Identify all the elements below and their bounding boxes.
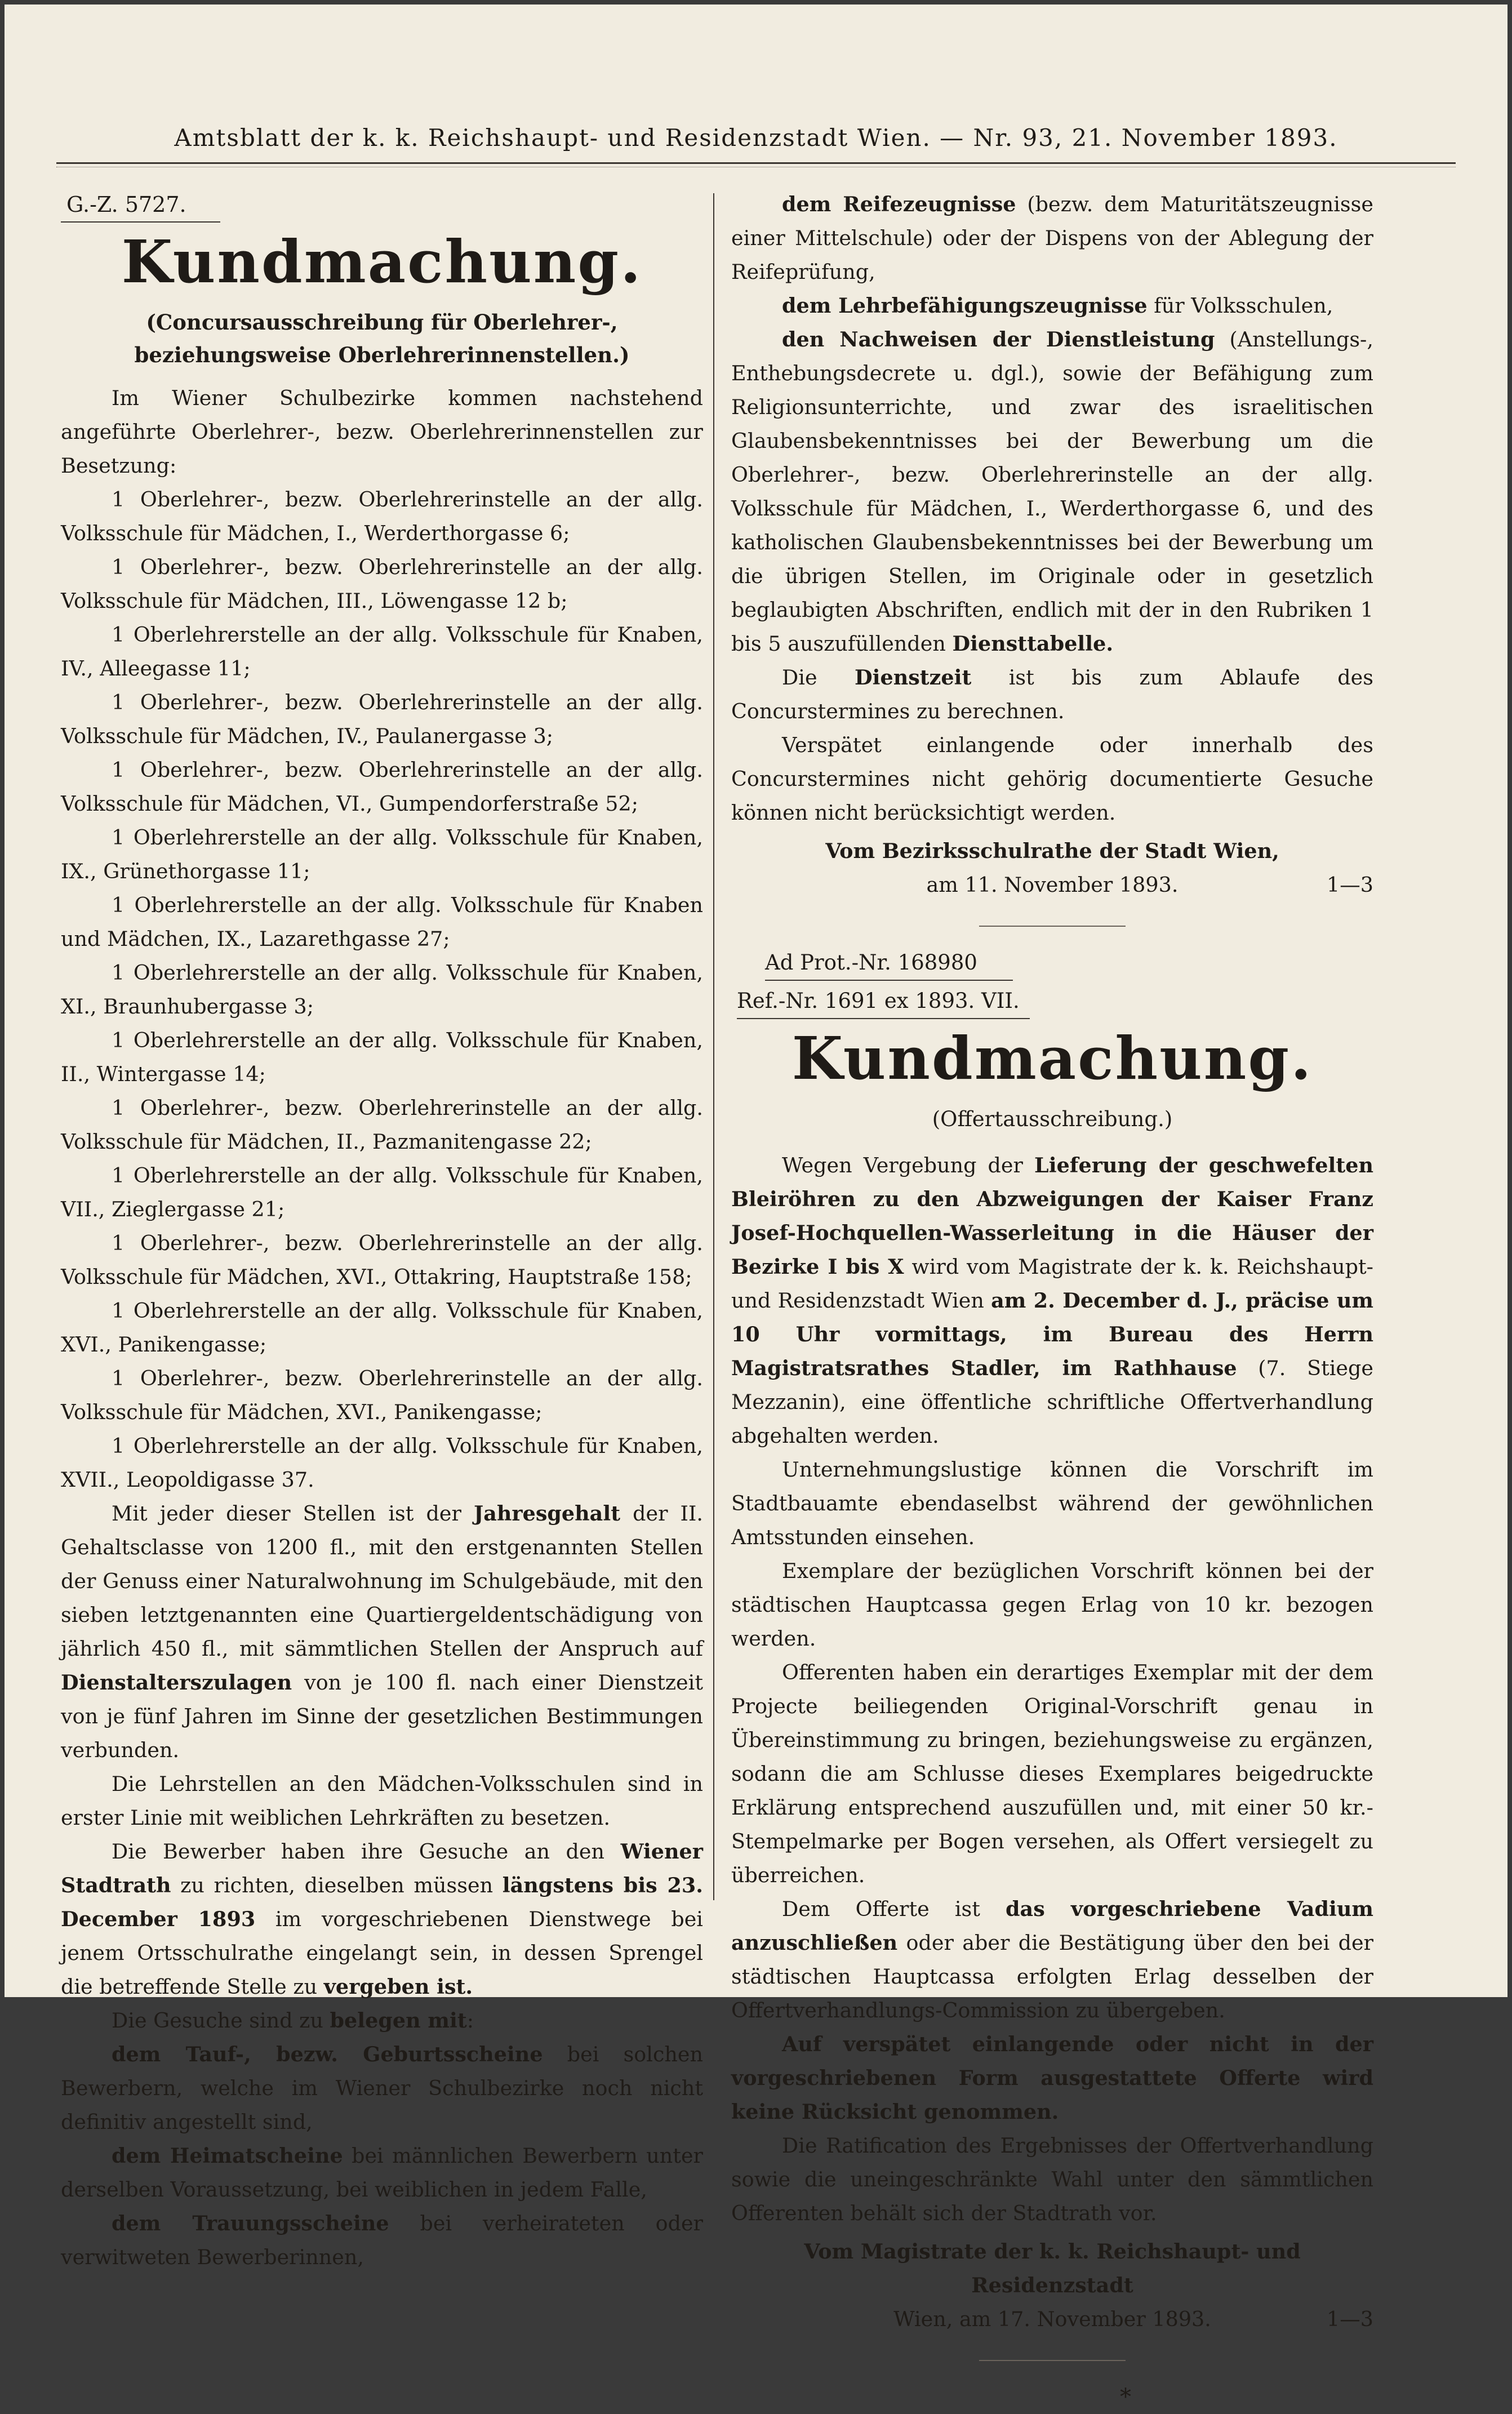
position-item: 1 Oberlehrer-, bezw. Oberlehrerinstelle an der allg. Volksschule für Mädchen, VI., Gumpendorferstraße 52; (61, 758, 703, 816)
salary-paragraph: Mit jeder dieser Stellen ist der Jahresgehalt der II. Gehaltsclasse von 1200 fl., mit den erstgenannten Stellen der Genuss einer Naturalwohnung im Schulgebäude, mit den sieben letztgenannten eine Quartiergeldentschädigung von jährlich 450 fl., mit sämmtlichen Stellen der Anspruch auf Dienstalterszulagen von je 100 fl. nach einer Dienstzeit von je fünf Jahren im Sinne der gesetzlichen Bestimmungen verbunden. (61, 1501, 703, 1762)
application-paragraph: Die Bewerber haben ihre Gesuche an den Wiener Stadtrath zu richten, dieselben müssen längstens bis 23. December 1893 im vorgeschriebenen Dienstwege bei jenem Ortsschulrathe eingelangt sein, in dessen Sprengel die betreffende Stelle zu vergeben ist. (61, 1839, 703, 1999)
attachments-intro: Die Gesuche sind zu belegen mit: (112, 2008, 474, 2033)
position-item: 1 Oberlehrer-, bezw. Oberlehrerinstelle an der allg. Volksschule für Mädchen, III., Löwengasse 12 b; (61, 555, 703, 613)
position-item: 1 Oberlehrer-, bezw. Oberlehrerinstelle an der allg. Volksschule für Mädchen, IV., Paulanergasse 3; (61, 690, 703, 748)
reference-number: Ref.-Nr. 1691 ex 1893. VII. (737, 984, 1030, 1019)
position-item: 1 Oberlehrerstelle an der allg. Volksschule für Knaben, XI., Braunhubergasse 3; (61, 961, 703, 1019)
tender-paragraph: Offerenten haben ein derartiges Exemplar mit der dem Projecte beiliegenden Original-Vorschrift genau in Übereinstimmung zu bringen, beziehungsweise zu ergänzen, sodann die am Schlusse dieses Exemplares beigedruckte Erklärung entsprechend auszufüllen und, mit einer 50 kr.-Stempelmarke per Bogen versehen, als Offert versiegelt zu überreichen. (731, 1660, 1373, 1887)
separator-rule (979, 2360, 1126, 2361)
notice-subtitle: (Concursausschreibung für Oberlehrer-, beziehungsweise Oberlehrerinnenstellen.) (134, 310, 630, 367)
position-item: 1 Oberlehrerstelle an der allg. Volksschule für Knaben, IX., Grünethorgasse 11; (61, 825, 703, 883)
page-header: Amtsblatt der k. k. Reichshaupt- und Residenzstadt Wien. — Nr. 93, 21. November 1893. (174, 124, 1338, 152)
notice-title: Kundmachung. (791, 1024, 1313, 1093)
position-item: 1 Oberlehrerstelle an der allg. Volksschule für Knaben, IV., Alleegasse 11; (61, 623, 703, 681)
female-teachers-paragraph: Die Lehrstellen an den Mädchen-Volksschulen sind in erster Linie mit weiblichen Lehrkräften zu besetzen. (61, 1772, 703, 1830)
document-item: dem Trauungsscheine bei verheirateten oder verwitweten Bewerberinnen, (61, 2211, 703, 2269)
column-divider (713, 193, 714, 1900)
date-line (731, 2302, 1373, 2336)
position-item: 1 Oberlehrerstelle an der allg. Volksschule für Knaben, XVII., Leopoldigasse 37. (61, 1434, 703, 1492)
left-column (61, 188, 703, 2274)
issue-date: am 11. November 1893. (926, 873, 1179, 897)
insertion-count: 1—3 (1327, 873, 1373, 897)
issue-date: Wien, am 17. November 1893. (893, 2307, 1211, 2331)
insertion-count: 1—3 (1327, 2307, 1373, 2331)
tender-paragraph: Die Ratification des Ergebnisses der Offertverhandlung sowie die uneingeschränkte Wahl unter den sämmtlichen Offerenten behält sich der Stadtrath vor. (731, 2133, 1373, 2225)
tender-paragraph: Auf verspätet einlangende oder nicht in der vorgeschriebenen Form ausgestattete Offerte wird keine Rücksicht genommen. (731, 2032, 1373, 2124)
date-line (731, 868, 1373, 902)
tender-paragraph: Dem Offerte ist das vorgeschriebene Vadium anzuschließen oder aber die Bestätigung über den bei der städtischen Hauptcassa erfolgten Erlag desselben der Offertverhandlungs-Commission zu übergeben. (731, 1897, 1373, 2022)
document-item: dem Reifezeugnisse (bezw. dem Maturitätszeugnisse einer Mittelschule) oder der Dispens von der Ablegung der Reifeprüfung, (731, 192, 1373, 284)
signature-school-board: Vom Bezirksschulrathe der Stadt Wien, (825, 839, 1279, 863)
position-item: 1 Oberlehrerstelle an der allg. Volksschule für Knaben, VII., Zieglergasse 21; (61, 1163, 703, 1221)
notice-subtitle: (Offertausschreibung.) (932, 1107, 1173, 1131)
document-item: dem Heimatscheine bei männlichen Bewerbern unter derselben Voraussetzung, bei weiblichen in jedem Falle, (61, 2144, 704, 2202)
right-column (731, 188, 1373, 2414)
signature-magistrate: Vom Magistrate der k. k. Reichshaupt- und Residenzstadt (804, 2239, 1301, 2297)
late-submission-paragraph: Verspätet einlangende oder innerhalb des Concurstermines nicht gehörig documentierte Gesuche können nicht berücksichtigt werden. (731, 733, 1373, 825)
separator-rule (979, 926, 1126, 927)
position-item: 1 Oberlehrerstelle an der allg. Volksschule für Knaben und Mädchen, IX., Lazarethgasse 27; (61, 893, 703, 951)
intro-paragraph: Im Wiener Schulbezirke kommen nachstehend angeführte Oberlehrer-, bezw. Oberlehrerinnenstellen zur Besetzung: (61, 386, 703, 478)
document-item: den Nachweisen der Dienstleistung (Anstellungs-, Enthebungsdecrete u. dgl.), sowie der Befähigung zum Religionsunterrichte, und zwar des israelitischen Glaubensbekenntnisses bei der Bewerbung um die Oberlehrer-, bezw. Oberlehrerinstelle an der allg. Volksschule für Mädchen, I., Werderthorgasse 6, und des katholischen Glaubensbekenntnisses bei der Bewerbung um die übrigen Stellen, im Originale oder in gesetzlich beglaubigten Abschriften, endlich mit der in den Rubriken 1 bis 5 auszufüllenden Diensttabelle. (731, 327, 1373, 656)
service-time-paragraph: Die Dienstzeit ist bis zum Ablaufe des Concurstermines zu berechnen. (731, 665, 1374, 723)
position-item: 1 Oberlehrer-, bezw. Oberlehrerinstelle an der allg. Volksschule für Mädchen, XVI., Panikengasse; (61, 1366, 703, 1424)
position-item: 1 Oberlehrer-, bezw. Oberlehrerinstelle an der allg. Volksschule für Mädchen, XVI., Ottakring, Hauptstraße 158; (61, 1231, 703, 1289)
document-item: dem Tauf-, bezw. Geburtsscheine bei solchen Bewerbern, welche im Wiener Schulbezirke noch nicht definitiv angestellt sind, (61, 2042, 704, 2134)
reference-number: G.-Z. 5727. (61, 188, 703, 223)
position-item: 1 Oberlehrerstelle an der allg. Volksschule für Knaben, XVI., Panikengasse; (61, 1299, 703, 1357)
position-item: 1 Oberlehrer-, bezw. Oberlehrerinstelle an der allg. Volksschule für Mädchen, II., Pazmanitengasse 22; (61, 1096, 703, 1154)
position-item: 1 Oberlehrerstelle an der allg. Volksschule für Knaben, II., Wintergasse 14; (61, 1028, 703, 1086)
tender-paragraph: Exemplare der bezüglichen Vorschrift können bei der städtischen Hauptcassa gegen Erlag von 10 kr. bezogen werden. (731, 1559, 1373, 1651)
position-item: 1 Oberlehrer-, bezw. Oberlehrerinstelle an der allg. Volksschule für Mädchen, I., Werderthorgasse 6; (61, 487, 703, 545)
notice-title: Kundmachung. (121, 227, 643, 296)
header-rule (56, 162, 1456, 164)
asterisk-mark: * (1120, 2384, 1131, 2410)
page (5, 5, 1507, 2410)
protocol-reference: Ad Prot.-Nr. 168980 (765, 946, 1013, 981)
tender-paragraph: Wegen Vergebung der Lieferung der geschwefelten Bleiröhren zu den Abzweigungen der Kaiser Franz Josef-Hochquellen-Wasserleitung in die Häuser der Bezirke I bis X wird vom Magistrate der k. k. Reichshaupt- und Residenzstadt Wien am 2. December d. J., präcise um 10 Uhr vormittags, im Bureau des Herrn Magistratsrathes Stadler, im Rathhause (7. Stiege Mezzanin), eine öffentliche schriftliche Offertverhandlung abgehalten werden. (731, 1153, 1374, 1448)
document-item: dem Lehrbefähigungszeugnisse für Volksschulen, (782, 294, 1333, 318)
tender-paragraph: Unternehmungslustige können die Vorschrift im Stadtbauamte ebendaselbst während der gewöhnlichen Amtsstunden einsehen. (731, 1457, 1373, 1549)
